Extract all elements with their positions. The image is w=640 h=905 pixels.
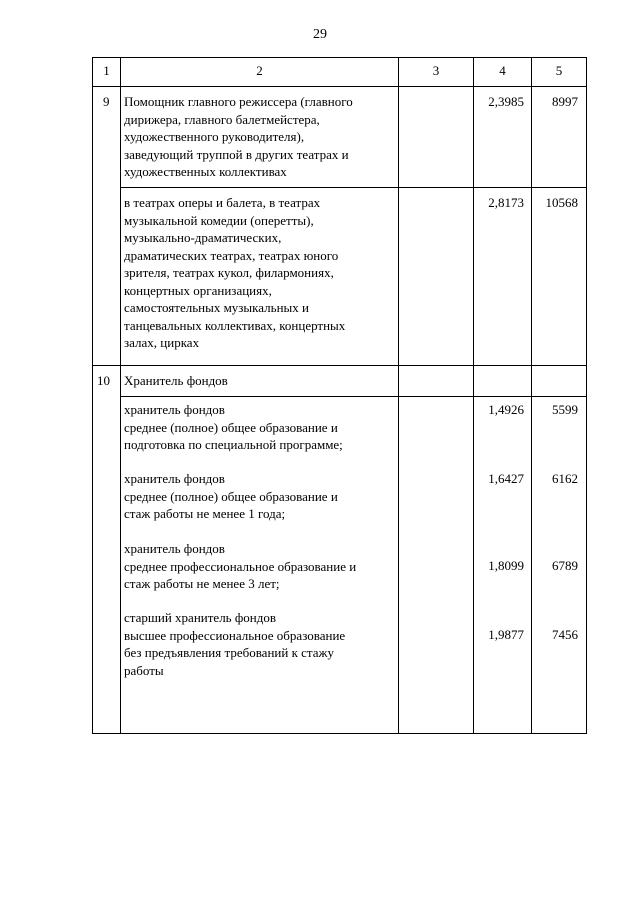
row10-title-line (120, 396, 586, 397)
salary-coefficient: 1,9877 (488, 627, 524, 642)
position-description: хранитель фондов среднее (полное) общее образование и подготовка по специальной программе; (124, 402, 343, 452)
position-title: Хранитель фондов (124, 373, 228, 388)
header-col-3: 3 (432, 63, 440, 78)
position-description: Помощник главного режиссера (главного дирижера, главного балетмейстера, художественного руководителя), заведующий труппой в других театрах и художественных коллективах (124, 94, 353, 179)
salary-amount: 5599 (552, 402, 578, 417)
salary-coefficient: 1,8099 (488, 558, 524, 573)
position-description: в театрах оперы и балета, в театрах музыкальной комедии (оперетты), музыкально-драматических, драматических театрах, театрах юного зрителя, театрах кукол, филармониях, концертных организациях, самостоятельных музыкальных и танцевальных коллективах, концертных залах, цирках (124, 195, 346, 350)
row-number: 10 (97, 373, 110, 388)
page-number: 29 (313, 27, 327, 42)
header-col-2: 2 (256, 63, 263, 78)
salary-amount: 6162 (552, 471, 578, 486)
header-col-1: 1 (103, 63, 110, 78)
row9-sub-line (120, 187, 586, 188)
header-col-5: 5 (555, 63, 563, 78)
salary-amount: 8997 (552, 94, 578, 109)
salary-amount: 7456 (552, 627, 578, 642)
salary-coefficient: 1,6427 (488, 471, 524, 486)
row9-bottom-line (93, 365, 586, 366)
salary-table (92, 57, 587, 734)
row-number: 9 (103, 94, 110, 109)
salary-amount: 10568 (545, 195, 578, 210)
position-description: хранитель фондов среднее профессиональное образование и стаж работы не менее 3 лет; (124, 541, 357, 591)
salary-coefficient: 2,3985 (488, 94, 524, 109)
header-col-4: 4 (499, 63, 506, 78)
position-description: старший хранитель фондов высшее профессиональное образование без предъявления требований к стажу работы (124, 610, 346, 678)
position-description: хранитель фондов среднее (полное) общее образование и стаж работы не менее 1 года; (124, 471, 338, 521)
header-bottom-line (93, 86, 586, 87)
salary-coefficient: 1,4926 (488, 402, 524, 417)
salary-amount: 6789 (552, 558, 578, 573)
salary-coefficient: 2,8173 (488, 195, 524, 210)
